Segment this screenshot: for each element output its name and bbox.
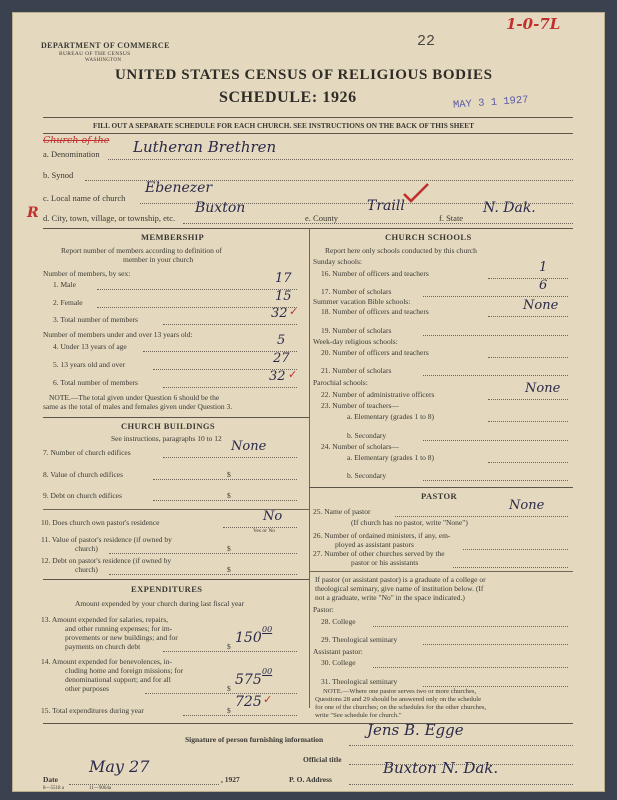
- q20-label: 20. Number of officers and teachers: [321, 348, 429, 357]
- q3-line: [163, 324, 297, 325]
- q21-label: 21. Number of scholars: [321, 366, 392, 375]
- city-name: WASHINGTON: [85, 58, 122, 63]
- q6-label: 6. Total number of members: [53, 378, 138, 387]
- q9-label: 9. Debt on church edifices: [43, 491, 122, 500]
- po-address-line: [349, 784, 573, 785]
- q20-line: [488, 357, 568, 358]
- q13-label-2: and other running expenses; for im-: [65, 624, 173, 633]
- instructions-rule: [43, 133, 573, 134]
- q14-value: 575: [235, 672, 262, 688]
- q12-dollar: $: [227, 565, 231, 574]
- schools-intro: Report here only schools conducted by this church: [325, 246, 477, 255]
- q28-label: 28. College: [321, 617, 356, 626]
- buildings-heading: CHURCH BUILDINGS: [121, 421, 216, 431]
- q17-value: 6: [539, 278, 548, 293]
- q30-label: 30. College: [321, 658, 356, 667]
- q11-line: [109, 553, 297, 554]
- q24b-line: [423, 480, 568, 481]
- q16-line: [488, 278, 568, 279]
- q27-label: 27. Number of other churches served by the: [313, 549, 445, 558]
- q6-check-icon: ✓: [288, 369, 298, 381]
- signature-line: [349, 745, 573, 746]
- q27-label-2: pastor or his assistants: [351, 558, 419, 567]
- membership-intro: Report number of members according to definition of: [61, 246, 222, 255]
- education-rule: [309, 571, 573, 572]
- q21-line: [423, 375, 568, 376]
- column-divider: [309, 228, 310, 708]
- q10-label: 10. Does church own pastor's residence: [41, 518, 160, 527]
- q1-line: [97, 289, 297, 290]
- education-intro-2: theological seminary, give name of institution below. (If: [315, 584, 484, 593]
- q7-line: [163, 457, 297, 458]
- q12-label-2: church): [75, 565, 98, 574]
- q28-line: [373, 626, 568, 627]
- q1-value: 17: [275, 271, 292, 286]
- print-number: 11—9064a: [89, 786, 112, 791]
- q24-label: 24. Number of scholars—: [321, 442, 399, 451]
- members-by-sex-label: Number of members, by sex:: [43, 269, 131, 278]
- q9-dollar: $: [227, 491, 231, 500]
- date-value: May 27: [89, 757, 150, 776]
- membership-note: NOTE.—The total given under Question 6 should be the: [49, 393, 220, 402]
- state-label: f. State: [439, 213, 464, 223]
- q14-label-4: other purposes: [65, 684, 109, 693]
- q8-dollar: $: [227, 470, 231, 479]
- q6-value: 32: [269, 369, 286, 384]
- q23a-label: a. Elementary (grades 1 to 8): [347, 412, 435, 421]
- q18-line: [488, 316, 568, 317]
- q22-label: 22. Number of administrative officers: [321, 390, 435, 399]
- q23b-line: [423, 440, 568, 441]
- pastor-note-3: for one of the churches; on the schedules for the other churches,: [315, 704, 487, 711]
- q25-label: 25. Name of pastor: [313, 507, 371, 516]
- header-rule: [43, 117, 573, 118]
- q18-label: 18. Number of officers and teachers: [321, 307, 429, 316]
- q5-value: 27: [273, 351, 290, 366]
- education-intro: If pastor (or assistant pastor) is a graduate of a college or: [315, 575, 486, 584]
- yes-no-hint: Yes or No: [253, 528, 276, 534]
- q15-check-icon: ✓: [263, 694, 273, 706]
- denomination-line: [108, 159, 573, 160]
- pastor-note-2: Questions 28 and 29 should be answered only on the schedule: [315, 696, 482, 703]
- instructions-line: FILL OUT A SEPARATE SCHEDULE FOR EACH CHURCH. SEE INSTRUCTIONS ON THE BACK OF THIS SHEET: [93, 121, 475, 130]
- q14-label-2: cluding home and foreign missions; for: [65, 666, 184, 675]
- po-address-label: P. O. Address: [289, 775, 332, 784]
- form-title: UNITED STATES CENSUS OF RELIGIOUS BODIES: [115, 67, 493, 83]
- q15-line: [183, 715, 297, 716]
- membership-intro-2: member in your church: [123, 255, 194, 264]
- county-label: e. County: [305, 213, 339, 223]
- q26-label-2: ployed as assistant pastors: [335, 540, 414, 549]
- q16-value: 1: [539, 260, 548, 275]
- q15-label: 15. Total expenditures during year: [41, 706, 144, 715]
- q9-line: [153, 500, 297, 501]
- q25-hint: (If church has no pastor, write "None"): [351, 518, 468, 527]
- city-label: d. City, town, village, or township, etc.: [43, 213, 176, 223]
- q23-label: 23. Number of teachers—: [321, 401, 399, 410]
- struck-denomination-prefix: Church of the: [43, 135, 110, 146]
- q19-line: [423, 335, 568, 336]
- q22-line: [488, 399, 568, 400]
- pastor-label: Pastor:: [313, 605, 334, 614]
- q13-label-4: payments on church debt: [65, 642, 141, 651]
- state-value: N. Dak.: [483, 200, 536, 216]
- q4-value: 5: [277, 333, 286, 348]
- q13-dollar: $: [227, 642, 231, 651]
- pastor-rule: [309, 487, 573, 488]
- education-intro-3: not a graduate, write "No" in the space indicated.): [315, 593, 465, 602]
- q24a-label: a. Elementary (grades 1 to 8): [347, 453, 435, 462]
- q8-line: [153, 479, 297, 480]
- q3-value: 32: [271, 306, 288, 321]
- q11-dollar: $: [227, 544, 231, 553]
- members-by-age-label: Number of members under and over 13 years old:: [43, 330, 193, 339]
- pastor-note: NOTE.—Where one pastor serves two or more churches,: [323, 688, 477, 695]
- date-line: [69, 784, 219, 785]
- q14-label-3: denominational support; and for all: [65, 675, 171, 684]
- schedule-title: SCHEDULE: 1926: [219, 89, 357, 106]
- ident-bottom-rule: [43, 228, 573, 229]
- q24b-label: b. Secondary: [347, 471, 387, 480]
- q16-label: 16. Number of officers and teachers: [321, 269, 429, 278]
- q5-label: 5. 13 years old and over: [53, 360, 126, 369]
- q22-value: None: [525, 381, 561, 396]
- census-schedule-sheet: [12, 12, 605, 792]
- q11-label: 11. Value of pastor's residence (if owned by: [41, 535, 172, 544]
- form-number: 8—5518 a: [43, 786, 64, 791]
- q4-label: 4. Under 13 years of age: [53, 342, 127, 351]
- q25-line: [395, 516, 568, 517]
- q12-label: 12. Debt on pastor's residence (if owned by: [41, 556, 172, 565]
- buildings-rule: [43, 417, 309, 418]
- pastor-note-4: write "See schedule for church.": [315, 712, 402, 719]
- red-check-icon: [401, 181, 431, 205]
- parochial-schools-label: Parochial schools:: [313, 378, 368, 387]
- q13-label-3: provements or new buildings; and for: [65, 633, 178, 642]
- r-mark: R: [27, 205, 39, 221]
- assistant-pastor-label: Assistant pastor:: [313, 647, 363, 656]
- q24a-line: [488, 462, 568, 463]
- q25-value: None: [509, 498, 545, 513]
- q19-label: 19. Number of scholars: [321, 326, 392, 335]
- q31-line: [423, 686, 568, 687]
- q30-line: [373, 667, 568, 668]
- membership-heading: MEMBERSHIP: [141, 232, 205, 242]
- expenditures-intro: Amount expended by your church during last fiscal year: [75, 599, 245, 608]
- q14-dollar: $: [227, 684, 231, 693]
- expenditures-heading: EXPENDITURES: [131, 584, 203, 594]
- q13-value: 150: [235, 630, 262, 646]
- q26-line: [463, 549, 568, 550]
- denomination-value: Lutheran Brethren: [133, 138, 277, 156]
- q3-label: 3. Total number of members: [53, 315, 138, 324]
- q11-label-2: church): [75, 544, 98, 553]
- q13-cents: 00: [262, 625, 273, 634]
- q7-value: None: [231, 439, 267, 454]
- synod-label: b. Synod: [43, 170, 74, 180]
- q31-label: 31. Theological seminary: [321, 677, 398, 686]
- q15-dollar: $: [227, 706, 231, 715]
- q14-label: 14. Amount expended for benevolences, in-: [41, 657, 173, 666]
- q7-label: 7. Number of church edifices: [43, 448, 131, 457]
- expenditures-rule: [43, 579, 309, 580]
- q17-line: [423, 296, 568, 297]
- date-label: Date: [43, 775, 58, 784]
- q14-line: [145, 693, 297, 694]
- weekday-schools-label: Week-day religious schools:: [313, 337, 398, 346]
- city-line: [183, 223, 573, 224]
- q29-line: [423, 644, 568, 645]
- membership-note-2: same as the total of males and females given under Question 3.: [43, 402, 233, 411]
- schools-heading: CHURCH SCHOOLS: [385, 232, 472, 242]
- q27-line: [453, 567, 568, 568]
- q1-label: 1. Male: [53, 280, 76, 289]
- footer-rule: [43, 723, 573, 724]
- q14-cents: 00: [262, 667, 273, 676]
- city-value: Buxton: [195, 200, 246, 216]
- pastor-heading: PASTOR: [421, 491, 458, 501]
- buildings-intro: See instructions, paragraphs 10 to 12: [111, 434, 222, 443]
- q15-value: 725: [235, 694, 262, 710]
- q10-value: No: [263, 509, 283, 524]
- date-year: , 1927: [221, 775, 240, 784]
- local-name-value: Ebenezer: [145, 180, 213, 196]
- q26-label: 26. Number of ordained ministers, if any, em-: [313, 531, 451, 540]
- q17-label: 17. Number of scholars: [321, 287, 392, 296]
- q8-label: 8. Value of church edifices: [43, 470, 124, 479]
- q18-value: None: [523, 298, 559, 313]
- q23b-label: b. Secondary: [347, 431, 387, 440]
- signature-label: Signature of person furnishing information: [185, 735, 324, 744]
- county-value: Traill: [367, 198, 405, 214]
- po-address-value: Buxton N. Dak.: [383, 759, 499, 777]
- denomination-label: a. Denomination: [43, 149, 100, 159]
- department-name: DEPARTMENT OF COMMERCE: [41, 41, 170, 50]
- sunday-schools-label: Sunday schools:: [313, 257, 362, 266]
- q2-line: [97, 307, 297, 308]
- bureau-name: BUREAU OF THE CENSUS: [59, 51, 131, 57]
- q6-line: [163, 387, 297, 388]
- q23a-line: [488, 421, 568, 422]
- summer-schools-label: Summer vacation Bible schools:: [313, 297, 411, 306]
- corner-file-mark: 1-0-7L: [506, 15, 561, 33]
- q13-label: 13. Amount expended for salaries, repairs,: [41, 615, 169, 624]
- q2-value: 15: [275, 289, 292, 304]
- q3-check-icon: ✓: [289, 306, 299, 318]
- signature-value: Jens B. Egge: [367, 721, 464, 739]
- q2-label: 2. Female: [53, 298, 83, 307]
- q13-line: [163, 651, 297, 652]
- q12-line: [109, 574, 297, 575]
- stamped-number: 22: [417, 33, 436, 50]
- received-date-stamp: MAY 3 1 1927: [452, 94, 529, 112]
- q29-label: 29. Theological seminary: [321, 635, 398, 644]
- official-title-label: Official title: [303, 755, 342, 764]
- local-name-label: c. Local name of church: [43, 193, 126, 203]
